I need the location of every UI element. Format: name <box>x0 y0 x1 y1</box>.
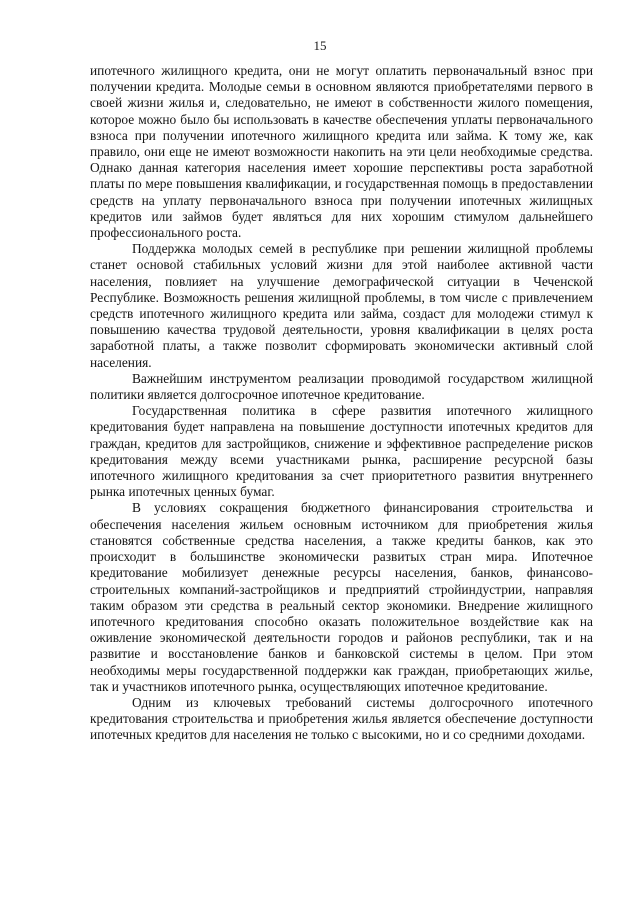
paragraph: ипотечного жилищного кредита, они не могут оплатить первоначальный взнос при получении кредита. Молодые семьи в основном являются приобретателями первого в своей жизни жилья и, следовательно, не имеют в собственности жилого помещения, которое можно было бы использовать в качестве обеспечения уплаты первоначального взноса при получении ипотечного жилищного кредита или займа. К тому же, как правило, они еще не имеют возможности накопить на эти цели необходимые средства. Однако данная категория населения имеет хорошие перспективы роста заработной платы по мере повышения квалификации, и государственная помощь в предоставлении средств на уплату первоначального взноса при получении ипотечных жилищных кредитов или займов будет являться для них хорошим стимулом дальнейшего профессионального роста. <box>90 63 593 241</box>
paragraph: В условиях сокращения бюджетного финансирования строительства и обеспечения населения жильем основным источником для приобретения жилья становятся собственные средства населения, а также кредиты банков, как это происходит в большинстве экономически развитых стран мира. Ипотечное кредитование мобилизует денежные ресурсы населения, банков, финансово-строительных компаний-застройщиков и предприятий стройиндустрии, направляя таким образом эти средства в реальный сектор экономики. Внедрение жилищного ипотечного кредитования способно оказать положительное воздействие как на оживление экономической деятельности городов и районов республики, так и на развитие и восстановление банков и банковской системы в целом. При этом необходимы меры государственной поддержки как граждан, приобретающих жилье, так и участников ипотечного рынка, осуществляющих ипотечное кредитование. <box>90 500 593 694</box>
document-body <box>90 63 593 744</box>
paragraph: Одним из ключевых требований системы долгосрочного ипотечного кредитования строительства и приобретения жилья является обеспечение доступности ипотечных кредитов для населения не только с высокими, но и со средними доходами. <box>90 694 593 743</box>
paragraph: Важнейшим инструментом реализации проводимой государством жилищной политики является долгосрочное ипотечное кредитование. <box>90 370 593 403</box>
paragraph: Государственная политика в сфере развития ипотечного жилищного кредитования будет направлена на повышение доступности ипотечных кредитов для граждан, кредитов для застройщиков, снижение и эффективное распределение рисков кредитования между всеми участниками рынка, расширение ресурсной базы ипотечного жилищного кредитования за счет приоритетного развития внутреннего рынка ипотечных ценных бумаг. <box>90 403 593 500</box>
paragraph: Поддержка молодых семей в республике при решении жилищной проблемы станет основой стабильных условий жизни для этой наиболее активной части населения, повлияет на улучшение демографической ситуации в Чеченской Республике. Возможность решения жилищной проблемы, в том числе с привлечением средств ипотечного жилищного кредита или займа, создаст для молодежи стимул к повышению качества трудовой деятельности, уровня квалификации в целях роста заработной платы, а также позволит сформировать экономически активный слой населения. <box>90 241 593 370</box>
page-number: 15 <box>313 38 327 53</box>
